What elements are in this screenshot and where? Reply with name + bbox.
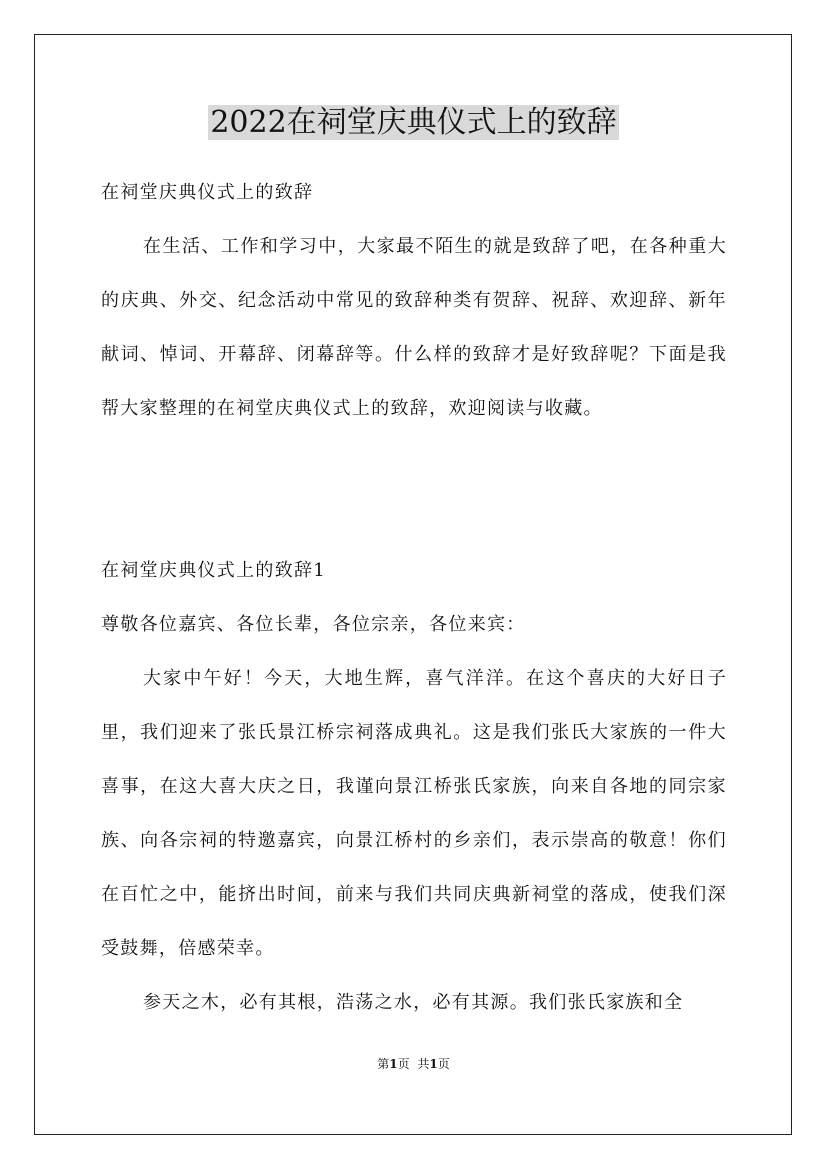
salutation: 尊敬各位嘉宾、各位长辈，各位宗亲，各位来宾： — [101, 614, 526, 635]
section-heading: 在祠堂庆典仪式上的致辞1 — [101, 560, 327, 581]
footer-total-pages: 1 — [429, 1057, 438, 1071]
footer-page-number: 1 — [389, 1057, 398, 1071]
footer-total-prefix: 共 — [417, 1057, 430, 1071]
intro-paragraph: 在生活、工作和学习中，大家最不陌生的就是致辞了吧，在各种重大的庆典、外交、纪念活动中常见的致辞种类有贺辞、祝辞、欢迎辞、新年献词、悼词、开幕辞、闭幕辞等。什么样的致辞才是好致辞呢？下面是我帮大家整理的在祠堂庆典仪式上的致辞，欢迎阅读与收藏。 — [101, 236, 727, 419]
page-footer — [0, 1054, 827, 1074]
footer-total-suffix: 页 — [437, 1057, 450, 1071]
document-title-text: 2022在祠堂庆典仪式上的致辞 — [210, 105, 617, 140]
document-title — [0, 103, 827, 143]
footer-page-suffix: 页 — [397, 1057, 410, 1071]
document-subtitle: 在祠堂庆典仪式上的致辞 — [101, 182, 314, 203]
footer-page-prefix: 第 — [377, 1057, 390, 1071]
body-paragraph-2: 参天之木，必有其根，浩荡之水，必有其源。我们张氏家族和全 — [143, 992, 684, 1013]
body-paragraph-1: 大家中午好！今天，大地生辉，喜气洋洋。在这个喜庆的大好日子里，我们迎来了张氏景江桥宗祠落成典礼。这是我们张氏大家族的一件大喜事，在这大喜大庆之日，我谨向景江桥张氏家族，向来自各地的同宗家族、向各宗祠的特邀嘉宾，向景江桥村的乡亲们，表示崇高的敬意！你们在百忙之中，能挤出时间，前来与我们共同庆典新祠堂的落成，使我们深受鼓舞，倍感荣幸。 — [101, 668, 727, 959]
